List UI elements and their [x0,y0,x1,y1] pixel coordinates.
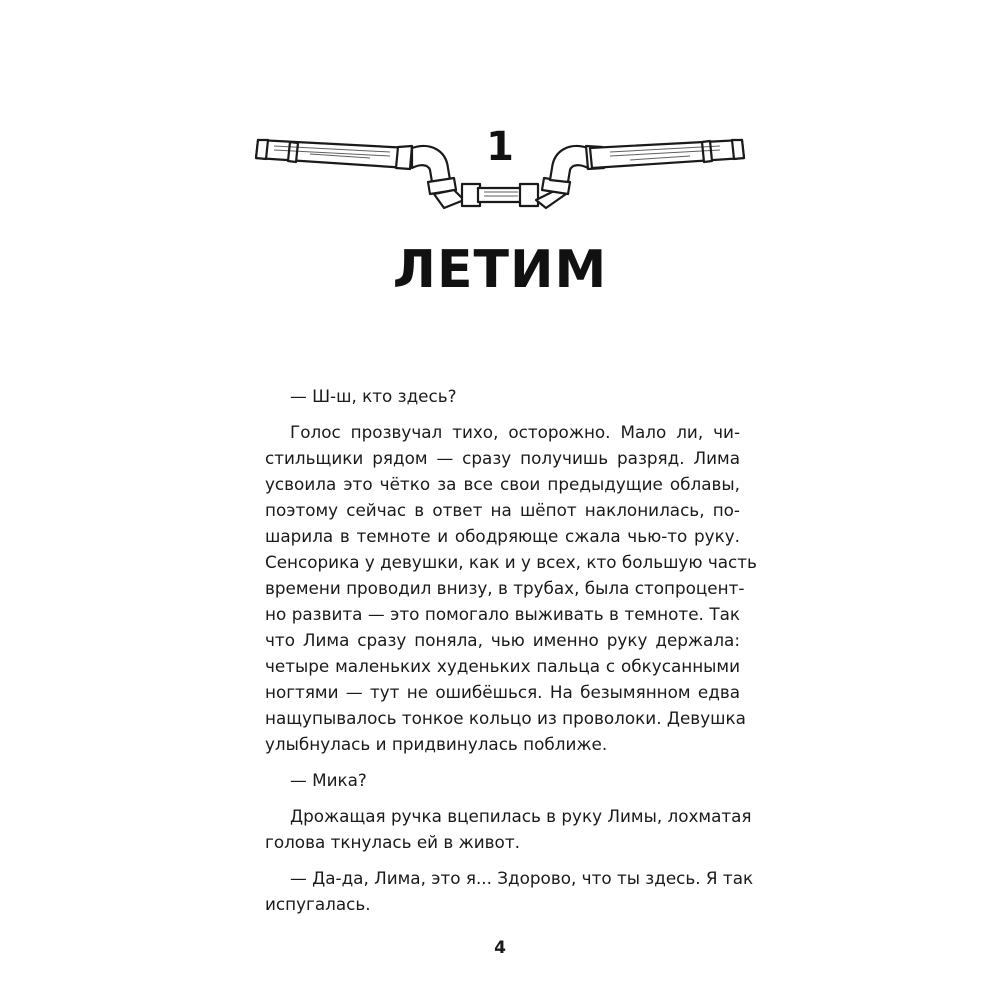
text-line: усвоила это чётко за все свои предыдущие облавы, [265,474,740,494]
text-line: улыбнулась и придвинулась поближе. [265,734,608,754]
text-line: — Ш-ш, кто здесь? [290,386,457,406]
text-line: Сенсорика у девушки, как и у всех, кто большую часть [265,552,757,572]
text-line: испугалась. [265,894,371,914]
text-line: но развита — это помогало выживать в темноте. Так [265,604,740,624]
text-line: нащупывалось тонкое кольцо из проволоки. Девушка [265,708,746,728]
text-line: Дрожащая ручка вцепилась в руку Лимы, лохматая [290,806,752,826]
text-line: четыре маленьких худеньких пальца с обкусанными [265,656,740,676]
paragraph [265,803,752,855]
text-line: — Да-да, Лима, это я... Здорово, что ты здесь. Я так [290,868,754,888]
text-line: поэтому сейчас в ответ на шёпот наклонилась, по- [265,500,740,520]
text-line: стильщики рядом — сразу получишь разряд. Лима [265,448,740,468]
paragraph [265,419,757,757]
text-line: времени проводил внизу, в трубах, была стопроцент- [265,578,745,598]
page-number: 4 [494,938,506,958]
text-line: Голос прозвучал тихо, осторожно. Мало ли, чи- [290,422,740,442]
text-line: что Лима сразу поняла, чью именно руку держала: [265,630,740,650]
body-text [265,383,757,927]
text-line: шарила в темноте и ободряюще сжала чью-то руку. [265,526,740,546]
chapter-number: 1 [486,124,514,170]
paragraph [265,383,740,409]
text-line: ногтями — тут не ошибёшься. На безымянном едва [265,682,740,702]
paragraph [265,865,754,917]
paragraph [265,767,740,793]
text-line: голова ткнулась ей в живот. [265,832,520,852]
chapter-title: ЛЕТИМ [392,240,608,300]
text-line: — Мика? [290,770,367,790]
